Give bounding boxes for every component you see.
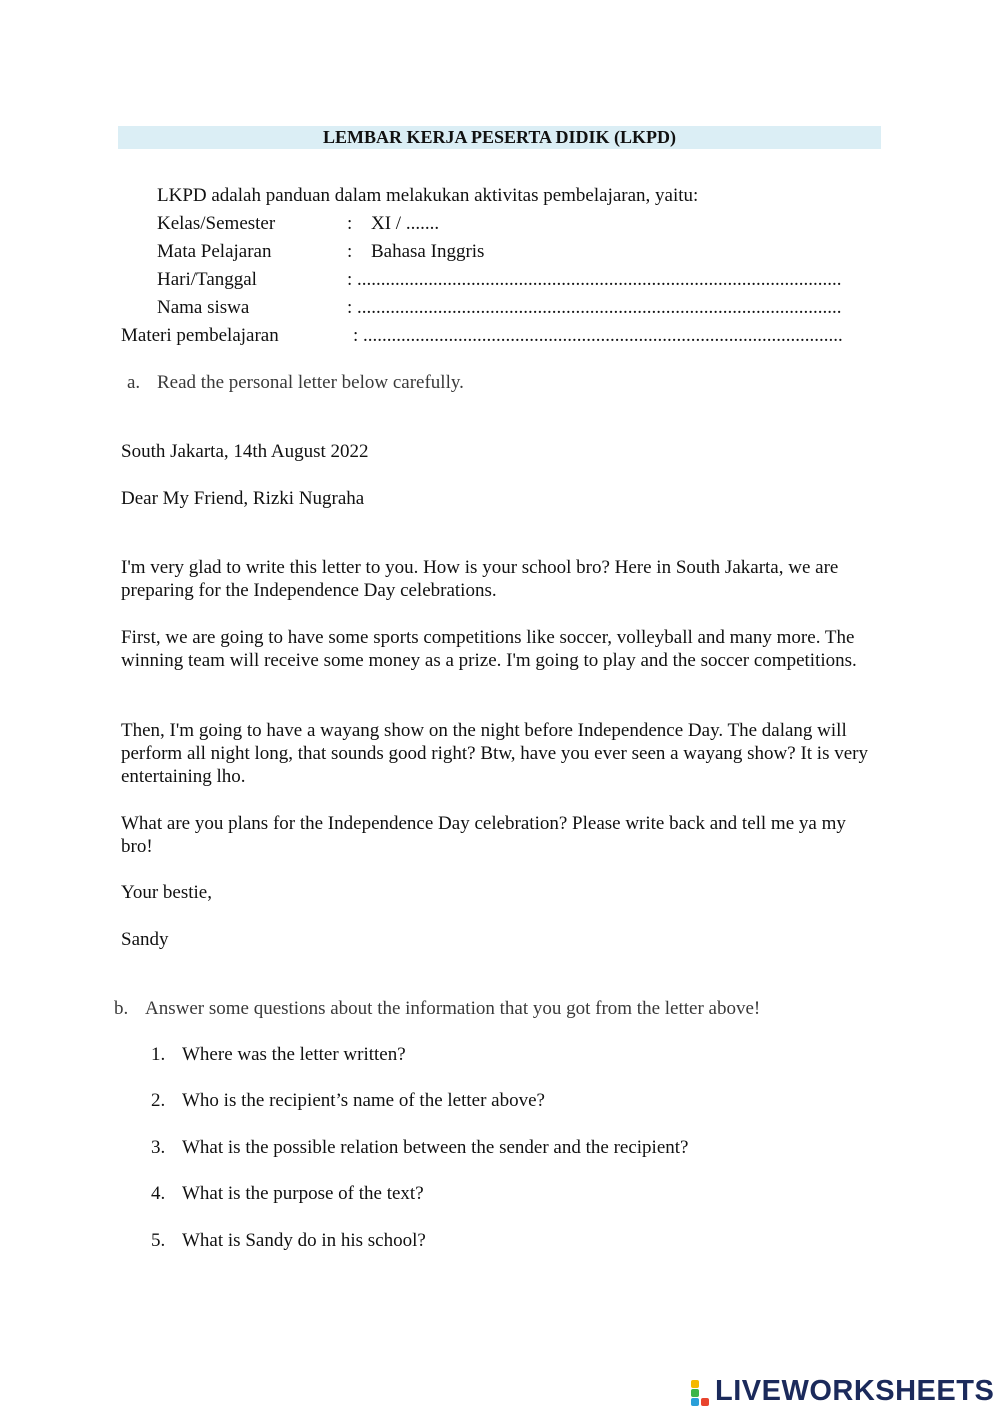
- field-label-nama: Nama siswa: [157, 297, 250, 318]
- section-a-instruction: Read the personal letter below carefully.: [157, 372, 464, 393]
- field-label-kelas: Kelas/Semester: [157, 213, 276, 234]
- info-intro: LKPD adalah panduan dalam melakukan aktivitas pembelajaran, yaitu:: [157, 185, 699, 206]
- question-number: 2.: [151, 1090, 166, 1111]
- logo-text: LIVEWORKSHEETS: [715, 1374, 995, 1407]
- liveworksheets-logo[interactable]: [691, 1374, 994, 1408]
- field-label-mapel: Mata Pelajaran: [157, 241, 272, 262]
- section-b-instruction: Answer some questions about the information that you got from the letter above!: [145, 998, 761, 1019]
- letter-salutation: Dear My Friend, Rizki Nugraha: [121, 488, 365, 509]
- letter-sender: Sandy: [121, 929, 169, 950]
- field-blank-nama[interactable]: : ......................................................................................................: [347, 297, 842, 318]
- liveworksheets-logo-icon: [691, 1376, 711, 1406]
- field-blank-materi[interactable]: : .....................................................................................................: [353, 325, 843, 346]
- letter-paragraph-1: I'm very glad to write this letter to you. How is your school bro? Here in South Jakarta, we are preparing for the Independence Day celebrations.: [121, 557, 839, 601]
- field-blank-tanggal[interactable]: : ......................................................................................................: [347, 269, 842, 290]
- logo-square-yellow: [691, 1380, 699, 1388]
- question-number: 5.: [151, 1230, 166, 1251]
- field-label-materi: Materi pembelajaran: [121, 325, 279, 346]
- letter-closing: Your bestie,: [121, 882, 212, 903]
- letter-place-date: South Jakarta, 14th August 2022: [121, 441, 369, 462]
- question-text: What is Sandy do in his school?: [182, 1230, 426, 1251]
- question-text: Who is the recipient’s name of the letter above?: [182, 1090, 545, 1111]
- question-text: Where was the letter written?: [182, 1044, 406, 1065]
- field-value-kelas: XI / .......: [371, 213, 440, 234]
- question-text: What is the possible relation between the sender and the recipient?: [182, 1137, 689, 1158]
- letter-paragraph-4: What are you plans for the Independence Day celebration? Please write back and tell me ya my bro!: [121, 813, 846, 857]
- field-separator-kelas: :: [347, 213, 353, 234]
- logo-square-green: [691, 1389, 699, 1397]
- letter-paragraph-3: Then, I'm going to have a wayang show on the night before Independence Day. The dalang will perform all night long, that sounds good right? Btw, have you ever seen a wayang show? It is very entertaining lho.: [121, 720, 868, 787]
- question-number: 4.: [151, 1183, 166, 1204]
- letter-paragraph-2: First, we are going to have some sports competitions like soccer, volleyball and many more. The winning team will receive some money as a prize. I'm going to play and the soccer competitions.: [121, 627, 857, 671]
- field-value-mapel: Bahasa Inggris: [371, 241, 485, 262]
- question-text: What is the purpose of the text?: [182, 1183, 424, 1204]
- logo-square-red: [701, 1398, 709, 1406]
- page-title: LEMBAR KERJA PESERTA DIDIK (LKPD): [118, 126, 881, 149]
- section-a-marker: a.: [127, 372, 141, 393]
- question-number: 3.: [151, 1137, 166, 1158]
- question-number: 1.: [151, 1044, 166, 1065]
- logo-square-blue: [691, 1398, 699, 1406]
- section-b-marker: b.: [114, 998, 129, 1019]
- field-separator-mapel: :: [347, 241, 353, 262]
- field-label-tanggal: Hari/Tanggal: [157, 269, 257, 290]
